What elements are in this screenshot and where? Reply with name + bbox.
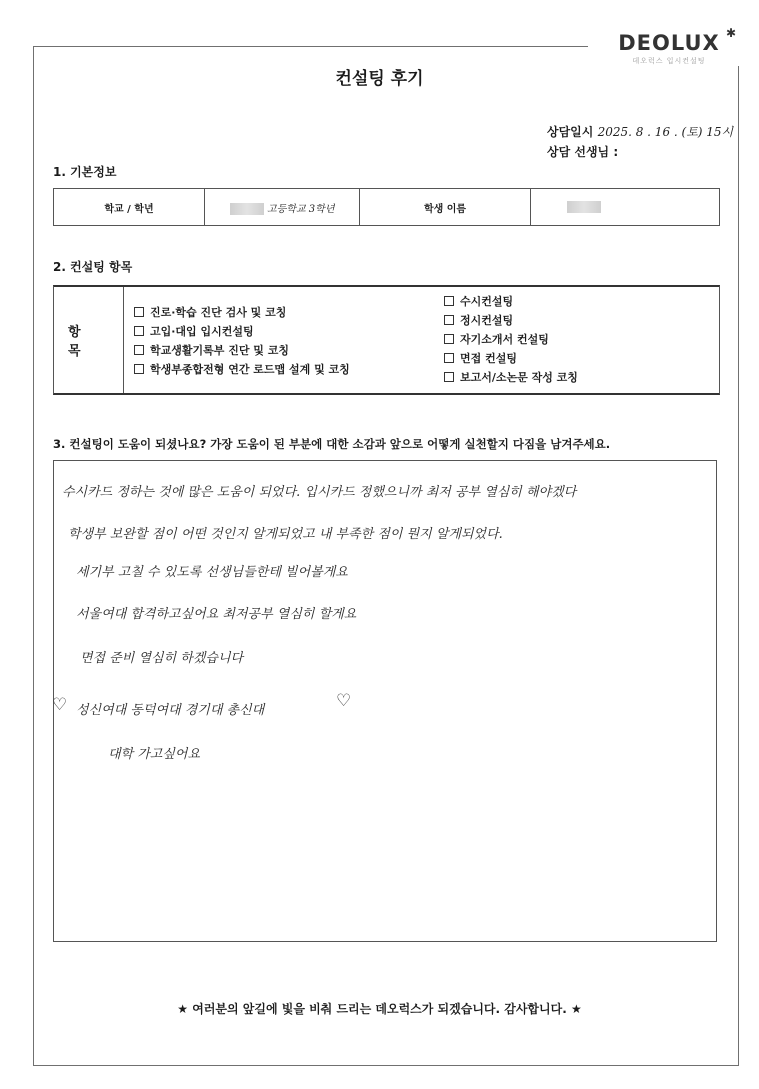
date-value: 2025. 8 . 16 . (토) 15시 bbox=[597, 125, 734, 139]
checkbox-icon[interactable] bbox=[134, 307, 144, 317]
sparkle-icon: ✱ bbox=[725, 26, 736, 40]
student-label: 학생 이름 bbox=[360, 189, 531, 226]
answer-box[interactable] bbox=[53, 460, 717, 942]
right-items bbox=[444, 292, 578, 387]
student-name-cell bbox=[531, 189, 720, 226]
checkbox-icon[interactable] bbox=[444, 353, 454, 363]
answer-line: 면접 준비 열심히 하겠습니다 bbox=[80, 651, 244, 666]
section2-heading: 2. 컨설팅 항목 bbox=[53, 260, 133, 274]
answer-line: 세기부 고칠 수 있도록 선생님들한테 빌어볼게요 bbox=[76, 565, 348, 580]
left-items bbox=[134, 303, 350, 379]
answer-line: 성신여대 동덕여대 경기대 총신대 bbox=[76, 703, 265, 718]
section1-heading: 1. 기본정보 bbox=[53, 165, 117, 179]
answer-line: 학생부 보완할 점이 어떤 것인지 알게되었고 내 부족한 점이 뭔지 알게되었다. bbox=[68, 527, 503, 542]
checkbox-icon[interactable] bbox=[444, 334, 454, 344]
checkbox-item[interactable]: 정시컨설팅 bbox=[444, 311, 578, 330]
checkbox-icon[interactable] bbox=[134, 345, 144, 355]
checkbox-item[interactable]: 고입·대입 입시컨설팅 bbox=[134, 322, 350, 341]
school-cell bbox=[205, 189, 360, 226]
heart-icon: ♡ bbox=[336, 691, 352, 711]
items-head-label: 항 목 bbox=[54, 287, 124, 393]
checkbox-item[interactable]: 학생부종합전형 연간 로드맵 설계 및 코칭 bbox=[134, 360, 350, 379]
section3-heading: 3. 컨설팅이 도움이 되셨나요? 가장 도움이 된 부분에 대한 소감과 앞으로 어떻게 실천할지 다짐을 남겨주세요. bbox=[53, 437, 611, 451]
consulting-items-table bbox=[53, 285, 720, 395]
deolux-logo bbox=[588, 26, 750, 66]
logo-wordmark: DEOLUX bbox=[618, 31, 720, 55]
redacted-school bbox=[230, 203, 264, 215]
checkbox-item[interactable]: 보고서/소논문 작성 코칭 bbox=[444, 368, 578, 387]
answer-line: 서울여대 합격하고싶어요 최저공부 열심히 할게요 bbox=[76, 607, 357, 622]
page-title: 컨설팅 후기 bbox=[335, 69, 424, 89]
checkbox-icon[interactable] bbox=[444, 296, 454, 306]
checkbox-item[interactable]: 수시컨설팅 bbox=[444, 292, 578, 311]
checkbox-icon[interactable] bbox=[444, 372, 454, 382]
school-value: 고등학교 3학년 bbox=[266, 203, 335, 215]
answer-line: 수시카드 정하는 것에 많은 도움이 되었다. 입시카드 정했으니까 최저 공부 열심히 해야겠다 bbox=[62, 485, 577, 500]
checkbox-item[interactable]: 진로·학습 진단 검사 및 코칭 bbox=[134, 303, 350, 322]
checkbox-item[interactable]: 자기소개서 컨설팅 bbox=[444, 330, 578, 349]
heart-icon: ♡ bbox=[52, 695, 68, 715]
checkbox-item[interactable]: 학교생활기록부 진단 및 코칭 bbox=[134, 341, 350, 360]
answer-line: 대학 가고싶어요 bbox=[108, 747, 201, 762]
date-label: 상담일시 bbox=[547, 125, 594, 139]
logo-subtitle: 데오럭스 입시컨설팅 bbox=[632, 57, 706, 65]
checkbox-icon[interactable] bbox=[134, 326, 144, 336]
checkbox-icon[interactable] bbox=[444, 315, 454, 325]
basic-info-table bbox=[53, 188, 720, 226]
redacted-name bbox=[567, 201, 601, 213]
checkbox-item[interactable]: 면접 컨설팅 bbox=[444, 349, 578, 368]
footer-message: ★ 여러분의 앞길에 빛을 비춰 드리는 데오럭스가 되겠습니다. 감사합니다. ★ bbox=[177, 1002, 582, 1016]
school-label: 학교 / 학년 bbox=[54, 189, 205, 226]
consult-date bbox=[547, 123, 733, 140]
teacher-label: 상담 선생님 : bbox=[547, 145, 619, 159]
checkbox-icon[interactable] bbox=[134, 364, 144, 374]
